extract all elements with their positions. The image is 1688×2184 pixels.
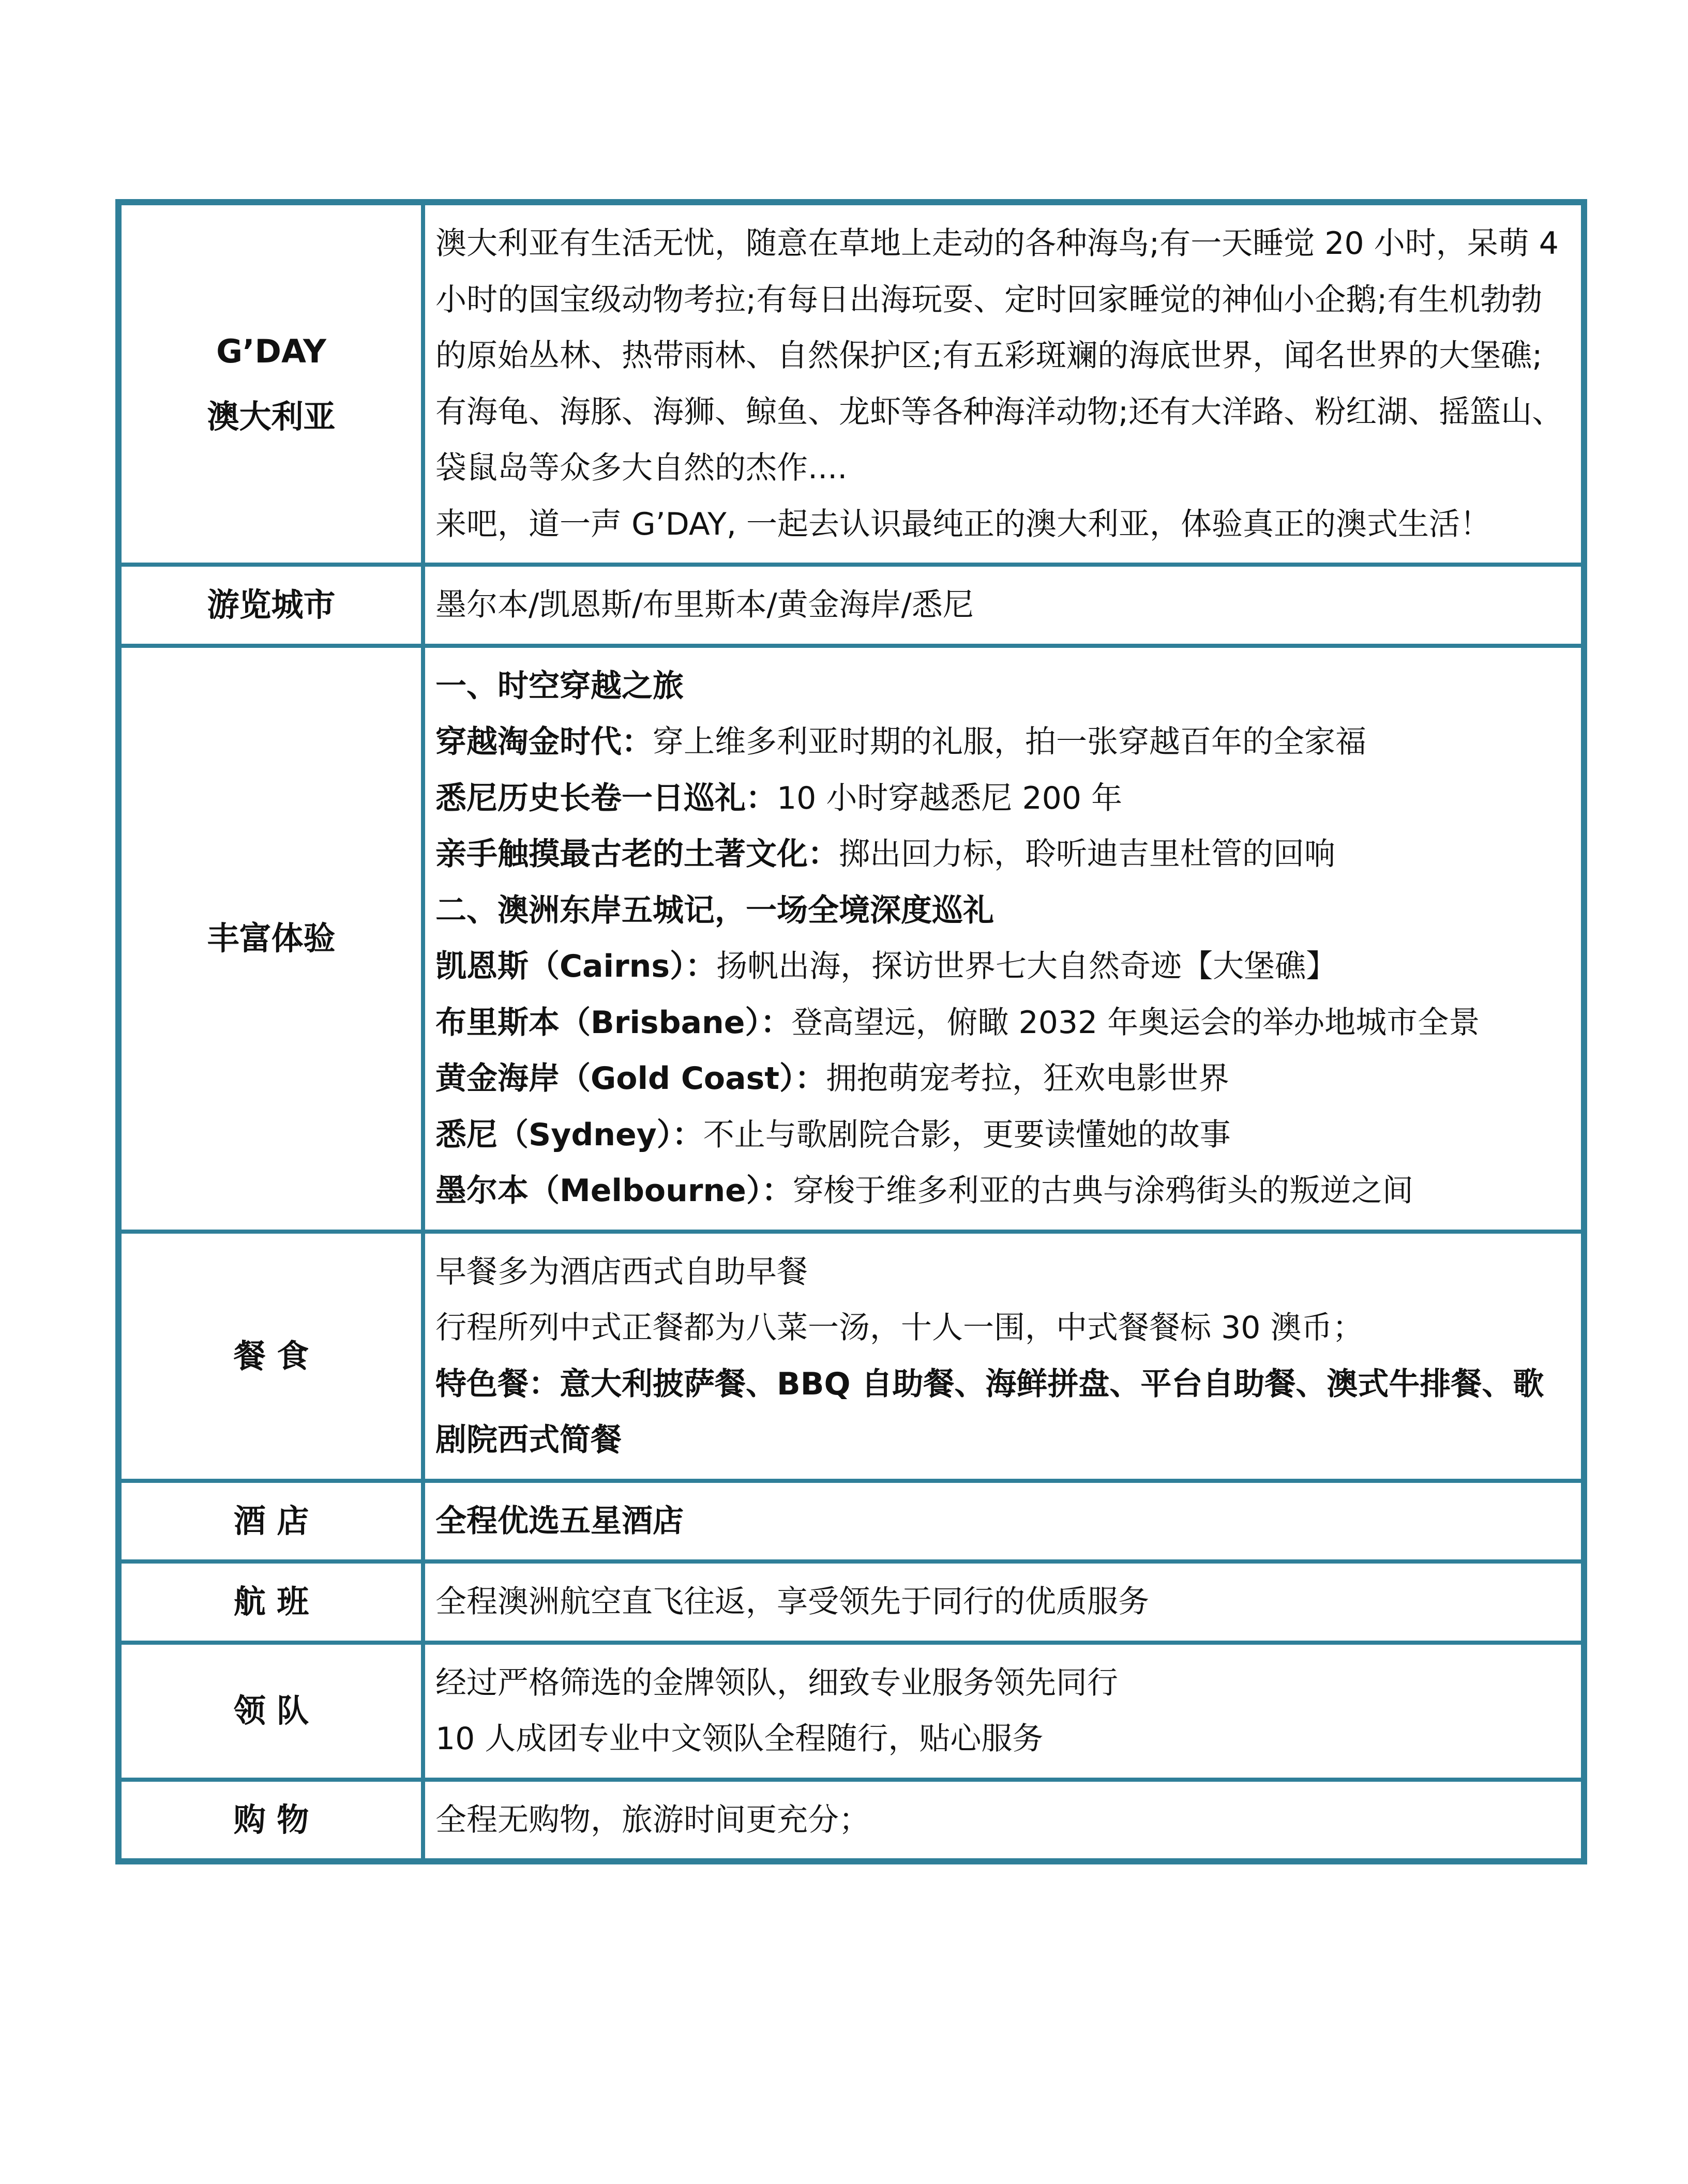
table-row-meals: [118, 1232, 1584, 1481]
item-heading: 一、时空穿越之旅: [435, 668, 684, 704]
item-text: 拥抱萌宠考拉，狂欢电影世界: [826, 1060, 1230, 1097]
item-title: 墨尔本（Melbourne）：: [435, 1173, 793, 1209]
item-text: 掷出回力标，聆听迪吉里杜管的回响: [839, 836, 1335, 872]
list-item: [435, 1163, 1570, 1219]
row-content-leader: [423, 1643, 1584, 1780]
shopping-text: 全程无购物，旅游时间更充分；: [435, 1801, 870, 1838]
cities-text: 墨尔本/凯恩斯/布里斯本/黄金海岸/悉尼: [435, 587, 974, 623]
row-content-experiences: [423, 646, 1584, 1232]
list-item: [435, 714, 1570, 770]
row-label-meals: [118, 1232, 423, 1481]
label-line: G’DAY: [216, 332, 326, 370]
row-content-hotel: [423, 1481, 1584, 1562]
hotel-text: 全程优选五星酒店: [435, 1503, 684, 1539]
item-text: 不止与歌剧院合影，更要读懂她的故事: [703, 1116, 1231, 1153]
item-title: 凯恩斯（Cairns）：: [435, 948, 717, 984]
row-label-cities: [118, 565, 423, 646]
item-text: 10 小时穿越悉尼 200 年: [777, 780, 1123, 816]
item-title: 悉尼历史长卷一日巡礼：: [435, 780, 777, 816]
row-label-hotel: [118, 1481, 423, 1562]
list-item: [435, 658, 1570, 715]
table-row-intro: [118, 202, 1584, 565]
leader-line: 经过严格筛选的金牌领队，细致专业服务领先同行: [435, 1664, 1118, 1701]
intro-paragraph: 澳大利亚有生活无忧，随意在草地上走动的各种海鸟;有一天睡觉 20 小时，呆萌 4 小时的国宝级动物考拉;有每日出海玩耍、定时回家睡觉的神仙小企鹅;有生机勃勃的原始丛林、热带雨林、自然保护区;有五彩斑斓的海底世界，闻名世界的大堡礁;有海龟、海豚、海狮、鲸鱼、龙虾等各种海洋动物;还有大洋路、粉红湖、摇篮山、袋鼠岛等众多大自然的杰作....: [435, 225, 1563, 486]
item-heading: 二、澳洲东岸五城记，一场全境深度巡礼: [435, 892, 994, 929]
table-row-cities: [118, 565, 1584, 646]
item-title: 悉尼（Sydney）：: [435, 1116, 703, 1153]
meals-special: 特色餐：意大利披萨餐、BBQ 自助餐、海鲜拼盘、平台自助餐、澳式牛排餐、歌剧院西式简餐: [435, 1366, 1544, 1458]
item-title: 穿越淘金时代：: [435, 724, 653, 760]
label-line: 丰富体验: [207, 919, 336, 957]
list-item: [435, 1107, 1570, 1163]
row-label-gday: [118, 202, 423, 565]
list-item: [435, 883, 1570, 939]
list-item: [435, 938, 1570, 995]
row-content-flight: [423, 1561, 1584, 1643]
item-text: 登高望远，俯瞰 2032 年奥运会的举办地城市全景: [791, 1004, 1480, 1041]
list-item: [435, 826, 1570, 883]
list-item: [435, 1051, 1570, 1107]
row-content-meals: [423, 1232, 1584, 1481]
label-line: 购 物: [233, 1800, 309, 1839]
table-row-hotel: [118, 1481, 1584, 1562]
list-item: [435, 995, 1570, 1051]
intro-closing: 来吧，道一声 G’DAY, 一起去认识最纯正的澳大利亚，体验真正的澳式生活！: [435, 506, 1491, 542]
label-line: 航 班: [233, 1583, 309, 1621]
item-text: 扬帆出海，探访世界七大自然奇迹【大堡礁】: [716, 948, 1337, 984]
meals-line: 早餐多为酒店西式自助早餐: [435, 1253, 808, 1290]
item-text: 穿上维多利亚时期的礼服，拍一张穿越百年的全家福: [653, 724, 1366, 760]
item-title: 布里斯本（Brisbane）：: [435, 1004, 792, 1041]
label-line: 澳大利亚: [207, 397, 336, 435]
table-row-experiences: [118, 646, 1584, 1232]
row-label-flight: [118, 1561, 423, 1643]
row-label-leader: [118, 1643, 423, 1780]
row-content-intro: [423, 202, 1584, 565]
label-line: 餐 食: [233, 1337, 309, 1375]
meals-line: 行程所列中式正餐都为八菜一汤，十人一围，中式餐餐标 30 澳币；: [435, 1310, 1364, 1346]
row-label-shopping: [118, 1780, 423, 1862]
row-content-shopping: [423, 1780, 1584, 1862]
label-line: 酒 店: [233, 1502, 309, 1540]
table-row-shopping: [118, 1780, 1584, 1862]
item-title: 黄金海岸（Gold Coast）：: [435, 1060, 826, 1097]
itinerary-table: [115, 199, 1587, 1864]
item-text: 穿梭于维多利亚的古典与涂鸦街头的叛逆之间: [792, 1173, 1413, 1209]
table-row-leader: [118, 1643, 1584, 1780]
row-content-cities: [423, 565, 1584, 646]
table-row-flight: [118, 1561, 1584, 1643]
label-line: 游览城市: [207, 586, 336, 624]
leader-line: 10 人成团专业中文领队全程随行，贴心服务: [435, 1721, 1044, 1757]
flight-text: 全程澳洲航空直飞往返，享受领先于同行的优质服务: [435, 1584, 1149, 1620]
row-label-experiences: [118, 646, 423, 1232]
label-line: 领 队: [233, 1692, 309, 1730]
list-item: [435, 770, 1570, 827]
item-title: 亲手触摸最古老的土著文化：: [435, 836, 839, 872]
